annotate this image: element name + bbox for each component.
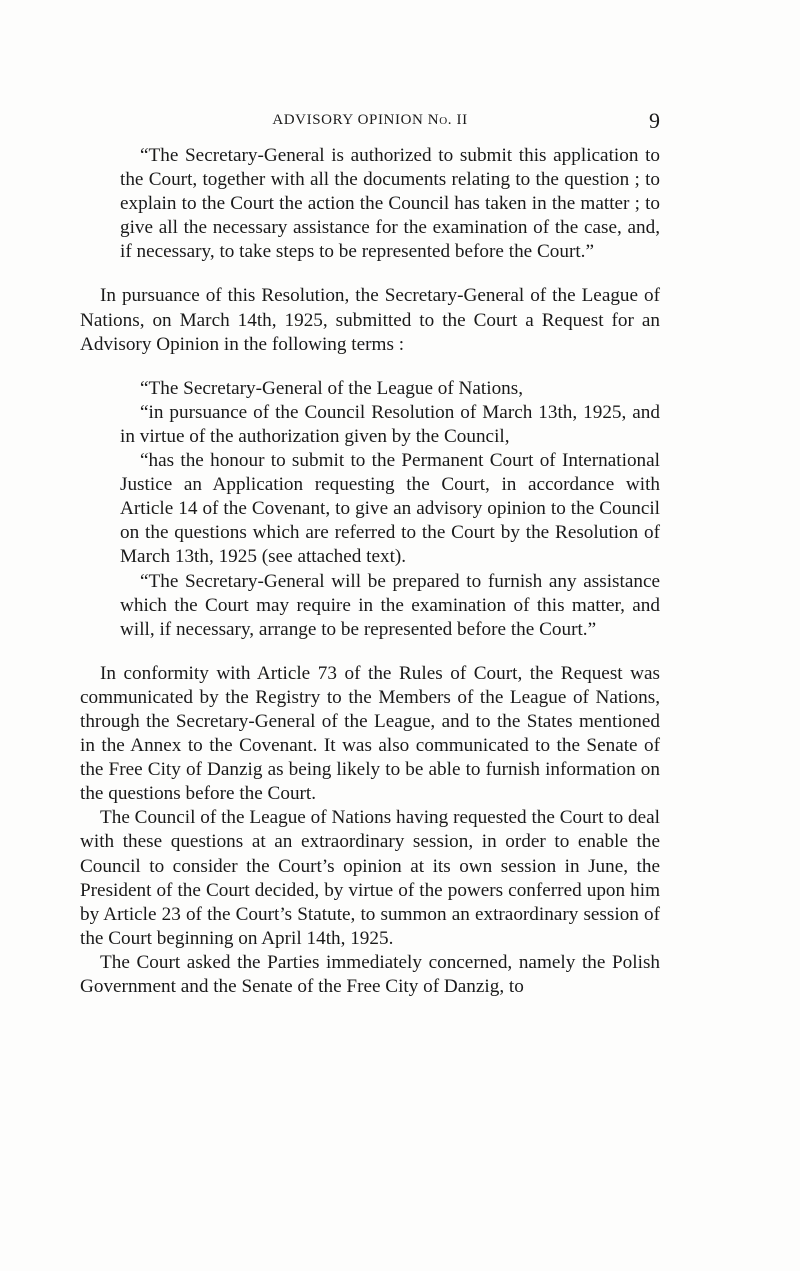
paragraph-extraordinary-session: The Council of the League of Nations having requested the Court to deal with these questions at an extraordinary session, in order to enable the Council to consider the Court’s opinion at its own session in June, the President of the Court decided, by virtue of the powers conferred upon him by Article 23 of the Court’s Statute, to summon an extraordinary session of the Court beginning on April 14th, 1925. bbox=[80, 807, 660, 949]
council-resolution-quote: “The Secretary-General is authorized to submit this application to the Court, together with all the documents relating to the question ; to explain to the Court the action the Council has taken in the matter ; to give all the necessary assistance for the examination of the case, and, if necessary, to take steps to be represented before the Court.” bbox=[120, 145, 660, 263]
request-quote-assistance: “The Secretary-General will be prepared to furnish any assistance which the Court may require in the examination of this matter, and will, if necessary, arrange to be represented before the Court.” bbox=[120, 570, 660, 640]
page-number: 9 bbox=[649, 108, 660, 133]
running-head bbox=[80, 110, 660, 134]
request-quote-resolution: “in pursuance of the Council Resolution of March 13th, 1925, and in virtue of the authorization given by the Council, bbox=[120, 401, 660, 447]
request-quote-application: “has the honour to submit to the Permanent Court of International Justice an Application requesting the Court, in accordance with Article 14 of the Covenant, to give an advisory opinion to the Council on the questions which are referred to the Court by the Resolution of March 13th, 1925 (see attached text). bbox=[120, 450, 660, 568]
paragraph-gap bbox=[80, 264, 660, 284]
paragraph-communication: In conformity with Article 73 of the Rules of Court, the Request was communicated by the Registry to the Members of the League of Nations, through the Secretary-General of the League, and to the States mentioned in the Annex to the Covenant. It was also communicated to the Senate of the Free City of Danzig as being likely to be able to furnish information on the questions before the Court. bbox=[80, 662, 660, 805]
paragraph-request: In pursuance of this Resolution, the Secretary-General of the League of Nations, on March 14th, 1925, submitted to the Court a Request for an Advisory Opinion in the following terms : bbox=[80, 285, 660, 355]
request-quote-opening: “The Secretary-General of the League of Nations, bbox=[140, 377, 524, 399]
document-body bbox=[80, 144, 660, 999]
running-title: ADVISORY OPINION No. II bbox=[272, 112, 468, 128]
paragraph-gap bbox=[80, 642, 660, 662]
paragraph-parties: The Court asked the Parties immediately concerned, namely the Polish Government and the Senate of the Free City of Danzig, to bbox=[80, 951, 660, 997]
paragraph-gap bbox=[80, 357, 660, 377]
